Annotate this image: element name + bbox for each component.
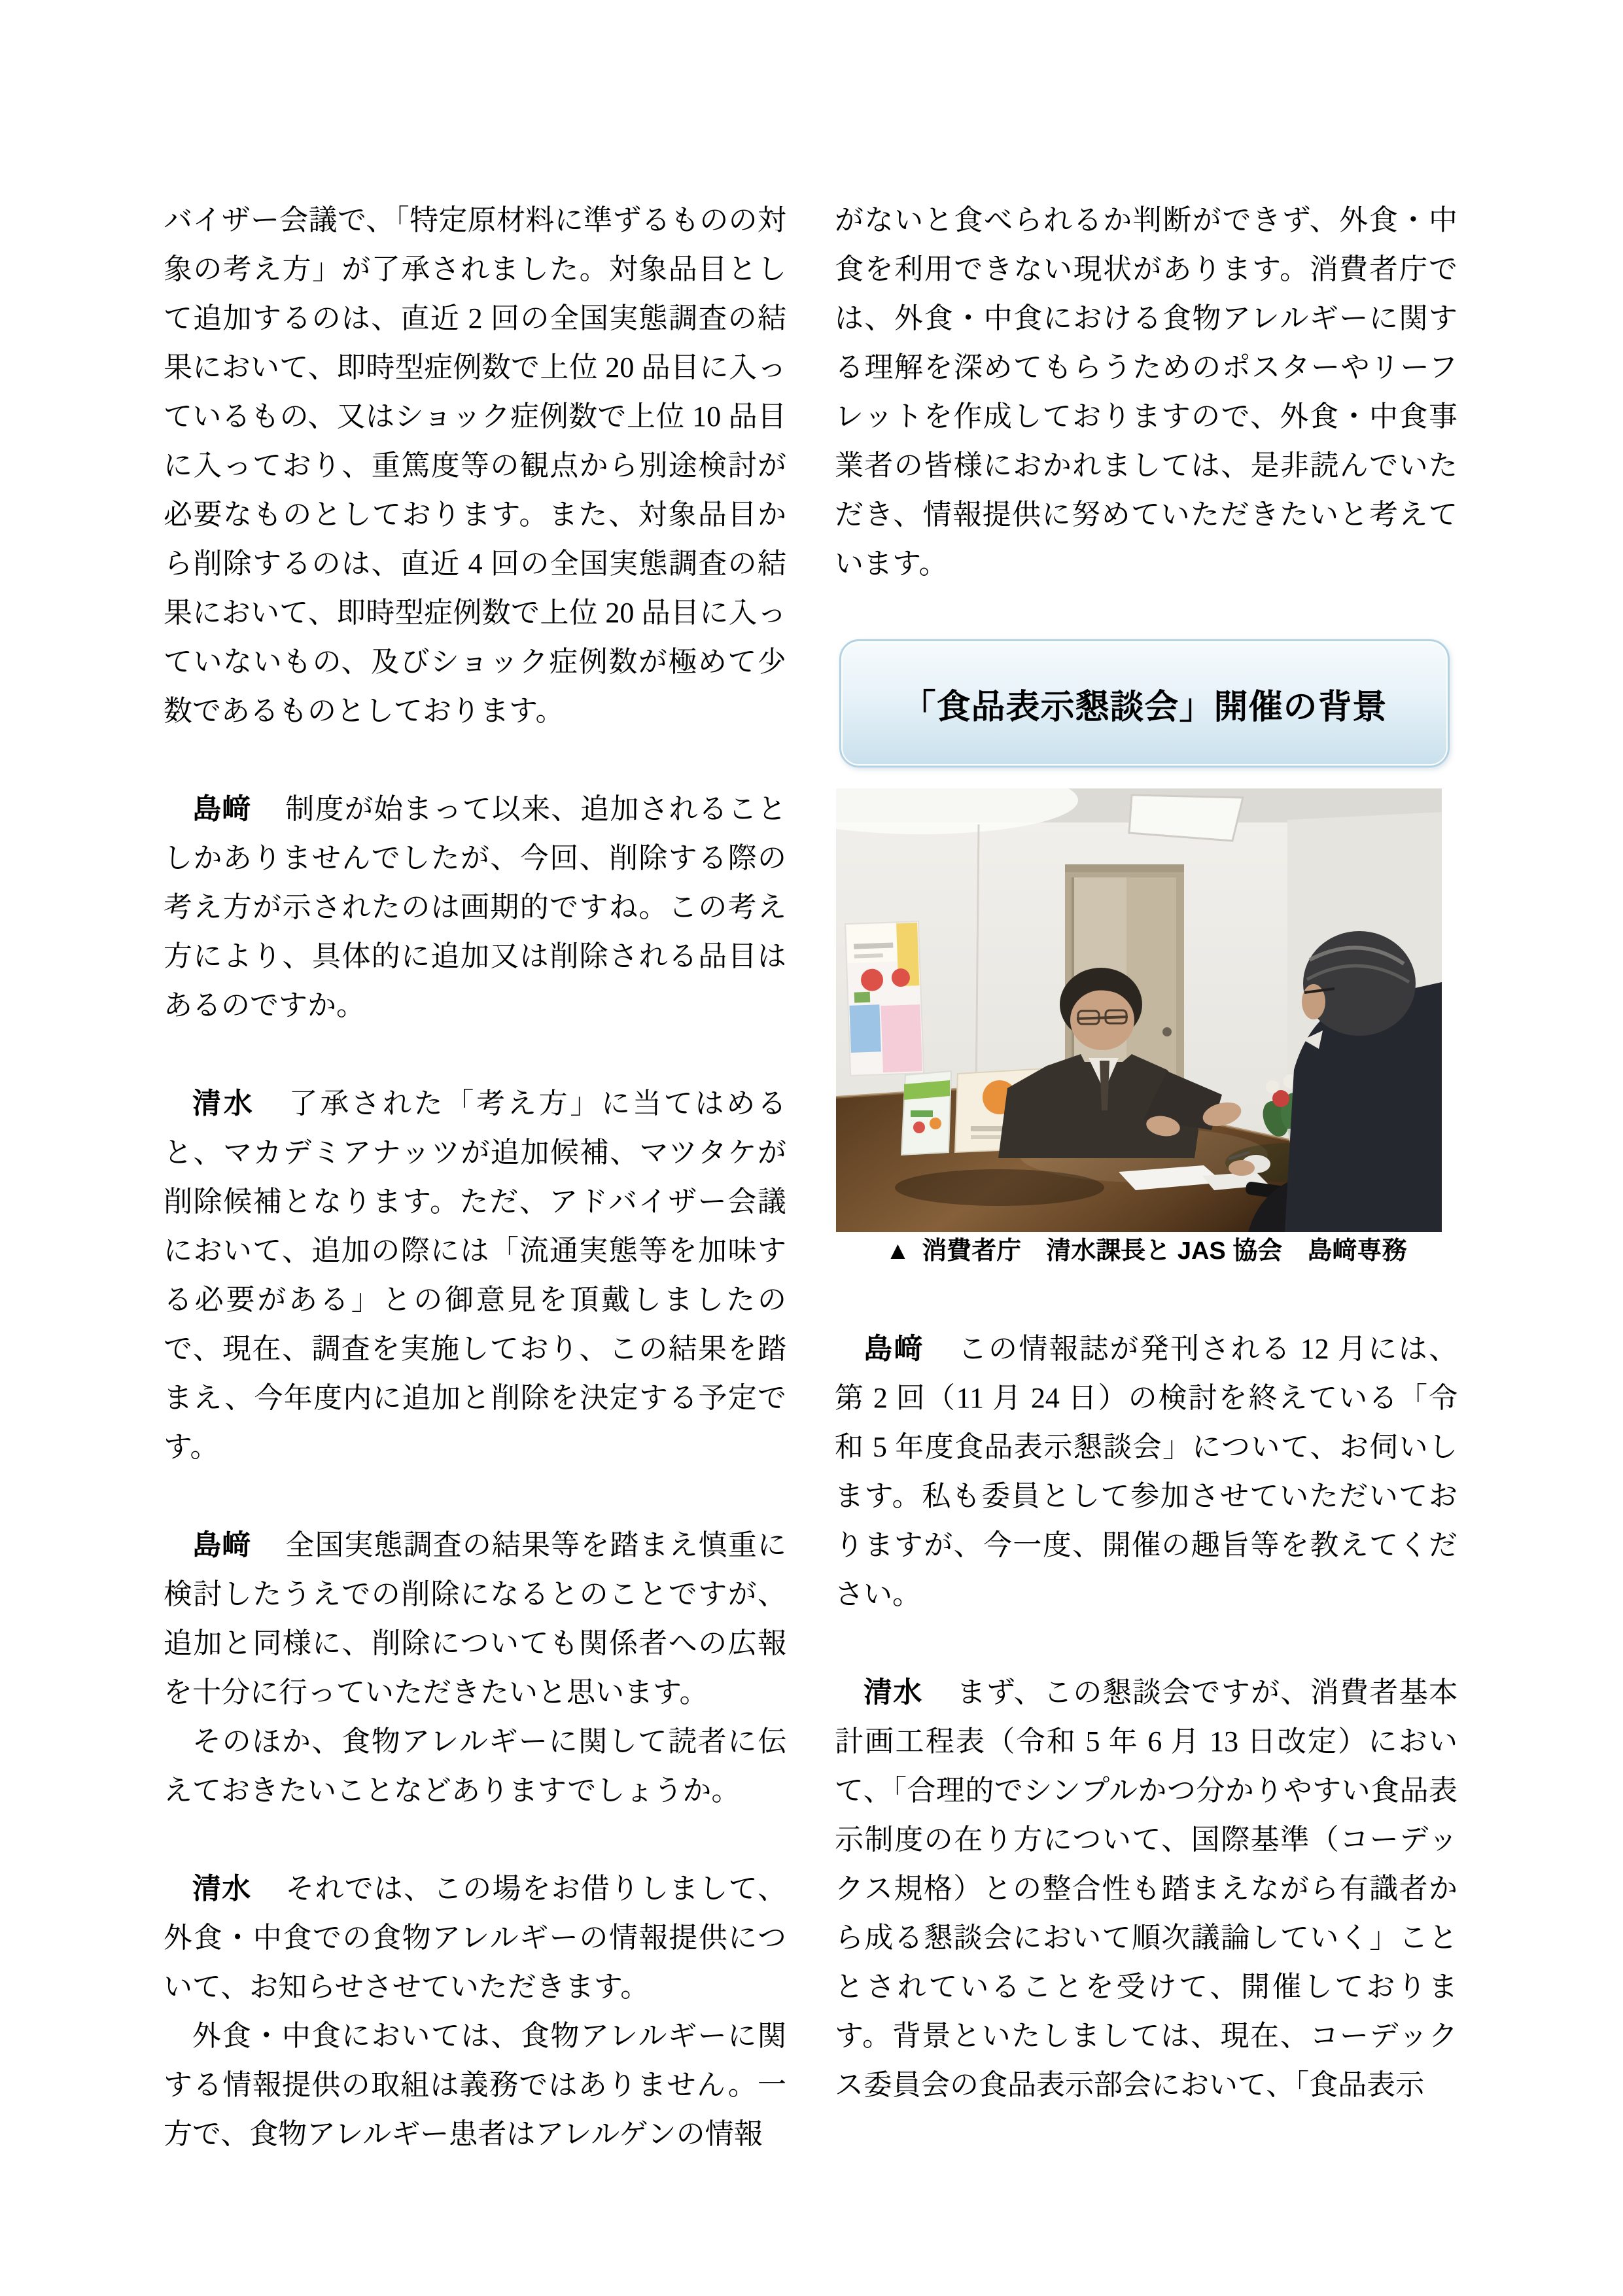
photo-caption — [835, 1234, 1457, 1268]
paragraph — [835, 1324, 1457, 1619]
paragraph-text: この情報誌が発刊される 12 月には、第 2 回（11 月 24 日）の検討を終えている「令和 5 年度食品表示懇談会」について、お伺いします。私も委員として参加させていただいておりますが、今一度、開催の趣旨等を教えてください。 — [835, 1333, 1458, 1610]
paragraph — [164, 2011, 786, 2159]
paragraph — [164, 785, 786, 1030]
paragraph-text: がないと食べられるか判断ができず、外食・中食を利用できない現状があります。消費者庁では、外食・中食における食物アレルギーに関する理解を深めてもらうためのポスターやリーフレットを作成しておりますので、外食・中食事業者の皆様におかれましては、是非読んでいただき、情報提供に努めていただきたいと考えています。 — [835, 204, 1457, 580]
speaker-name: 清水 — [192, 1087, 255, 1120]
paragraph — [835, 196, 1457, 588]
right-text-column-top — [835, 196, 1457, 588]
caption-triangle-icon: ▲ — [885, 1237, 911, 1265]
speaker-name: 清水 — [864, 1676, 923, 1708]
speaker-name: 島﨑 — [192, 793, 252, 825]
paragraph-text: 了承された「考え方」に当てはめると、マカデミアナッツが追加候補、マツタケが削除候補となります。ただ、アドバイザー会議において、追加の際には「流通実態等を加味する必要がある」との御意見を頂戴しましたので、現在、調査を実施しており、この結果を踏まえ、今年度内に追加と削除を決定する予定です。 — [164, 1087, 787, 1463]
paragraph-text: まず、この懇談会ですが、消費者基本計画工程表（令和 5 年 6 月 13 日改定）において、「合理的でシンプルかつ分かりやすい食品表示制度の在り方について、国際基準（コーデックス規格）との整合性も踏まえながら有識者から成る懇談会において順次議論していく」こととされていることを受けて、開催しております。背景といたしましては、現在、コーデックス委員会の食品表示部会において、「食品表示 — [835, 1676, 1458, 2101]
left-text-column — [164, 196, 786, 2159]
section-header-box — [839, 639, 1450, 768]
paragraph — [164, 1079, 786, 1472]
paragraph — [164, 1717, 786, 1815]
paragraph-text: そのほか、食物アレルギーに関して読者に伝えておきたいことなどありますでしょうか。 — [164, 1725, 786, 1807]
paragraph-text: 全国実態調査の結果等を踏まえ慎重に検討したうえでの削除になるとのことですが、追加と同様に、削除についても関係者への広報を十分に行っていただきたいと思います。 — [164, 1529, 787, 1708]
speaker-name: 島﨑 — [864, 1333, 924, 1365]
paragraph — [164, 1864, 786, 2011]
right-text-column-bottom — [835, 1324, 1457, 2110]
interview-photo-art — [836, 788, 1442, 1232]
speaker-name: 島﨑 — [192, 1529, 252, 1561]
wall-poster — [845, 921, 924, 1076]
paragraph-text: 制度が始まって以来、追加されることしかありませんでしたが、今回、削除する際の考え方が示されたのは画期的ですね。この考え方により、具体的に追加又は削除される品目はあるのですか。 — [164, 793, 787, 1021]
paragraph — [164, 1521, 786, 1717]
photo-caption-text: 消費者庁 清水課長と JAS 協会 島﨑専務 — [922, 1237, 1407, 1265]
paragraph-text: それでは、この場をお借りしまして、外食・中食での食物アレルギーの情報提供について、お知らせさせていただきます。 — [164, 1873, 787, 2003]
paragraph — [835, 1668, 1457, 2110]
section-title: 「食品表示懇談会」開催の背景 — [901, 688, 1387, 726]
paragraph-text: バイザー会議で、「特定原材料に準ずるものの対象の考え方」が了承されました。対象品目として追加するのは、直近 2 回の全国実態調査の結果において、即時型症例数で上位 20 品目に入っているもの、又はショック症例数で上位 10 品目に入っており、重篤度等の観点から別途検討が必要なものとしております。また、対象品目から削除するのは、直近 4 回の全国実態調査の結果において、即時型症例数で上位 20 品目に入っていないもの、及びショック症例数が極めて少数であるものとしております。 — [164, 204, 786, 727]
paragraph-text: 外食・中食においては、食物アレルギーに関する情報提供の取組は義務ではありません。一方で、食物アレルギー患者はアレルゲンの情報 — [164, 2020, 786, 2150]
paragraph — [164, 196, 786, 735]
speaker-name: 清水 — [192, 1873, 252, 1905]
interview-photo — [836, 788, 1442, 1232]
